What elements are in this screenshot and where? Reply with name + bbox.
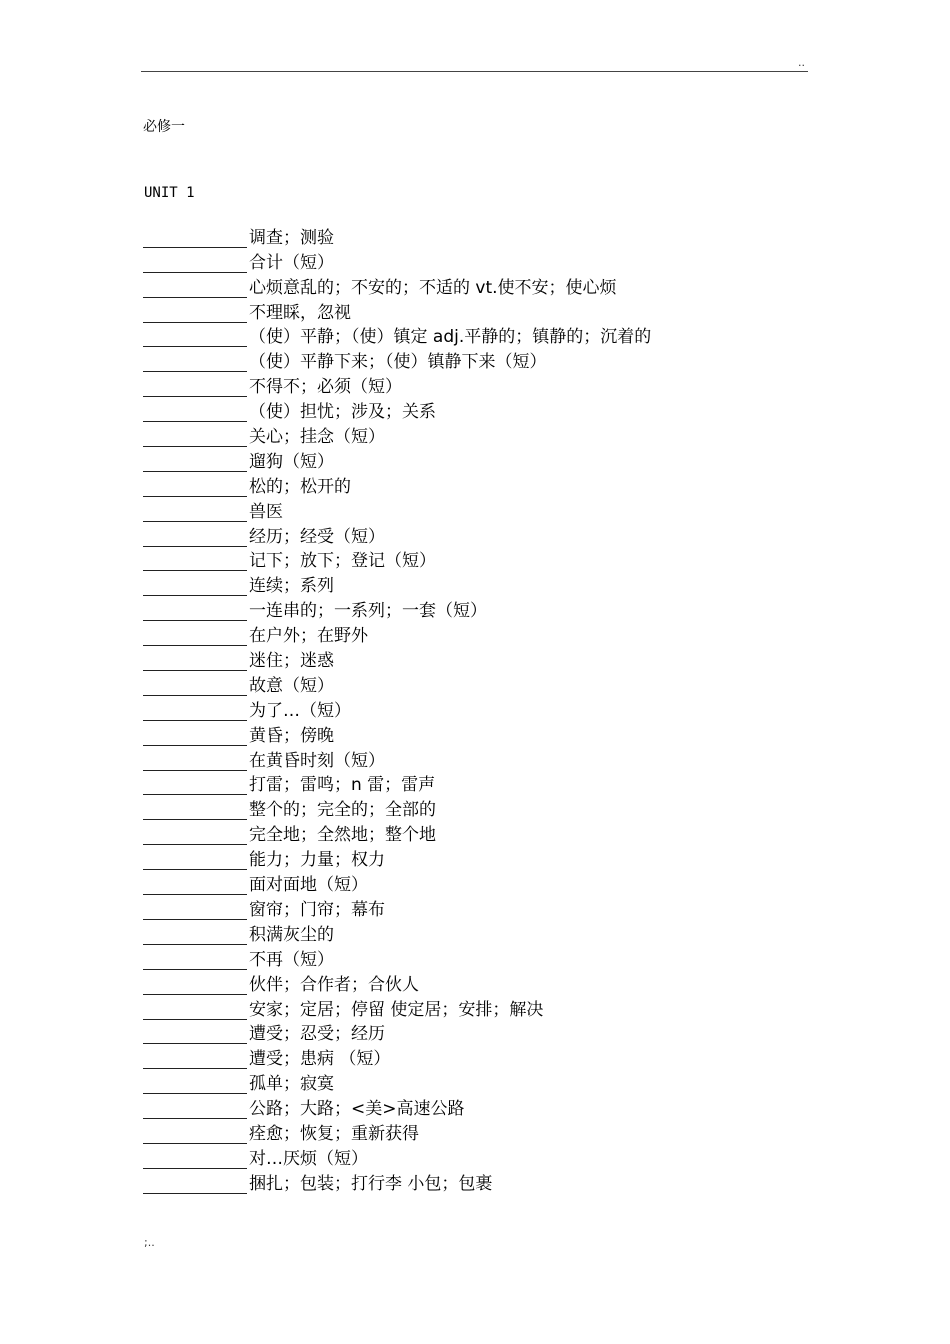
answer-blank[interactable] <box>143 952 247 970</box>
vocab-row <box>143 522 843 547</box>
vocab-row <box>143 995 843 1020</box>
vocab-row <box>143 422 843 447</box>
answer-blank[interactable] <box>143 902 247 920</box>
vocab-row <box>143 671 843 696</box>
book-title: 必修一 <box>143 119 185 135</box>
answer-blank[interactable] <box>143 703 247 721</box>
vocab-row <box>143 1144 843 1169</box>
vocab-row <box>143 746 843 771</box>
answer-blank[interactable] <box>143 1126 247 1144</box>
vocab-meaning: 一连串的；一系列；一套（短） <box>249 601 487 622</box>
vocab-meaning: 捆扎；包装；打行李 小包；包裹 <box>249 1173 493 1194</box>
answer-blank[interactable] <box>143 1076 247 1094</box>
vocab-meaning: 不得不；必须（短） <box>249 377 402 398</box>
vocab-row <box>143 472 843 497</box>
vocab-meaning: 完全地；全然地；整个地 <box>249 825 436 846</box>
answer-blank[interactable] <box>143 479 247 497</box>
answer-blank[interactable] <box>143 777 247 795</box>
vocab-row <box>143 1020 843 1045</box>
answer-blank[interactable] <box>143 653 247 671</box>
answer-blank[interactable] <box>143 852 247 870</box>
answer-blank[interactable] <box>143 802 247 820</box>
answer-blank[interactable] <box>143 1101 247 1119</box>
vocab-meaning: 关心；挂念（短） <box>249 427 385 448</box>
vocab-row <box>143 323 843 348</box>
footer-mark: ;.. <box>144 1236 155 1249</box>
answer-blank[interactable] <box>143 379 247 397</box>
vocab-meaning: 在户外；在野外 <box>249 626 368 647</box>
vocab-meaning: 遛狗（短） <box>249 451 334 472</box>
answer-blank[interactable] <box>143 628 247 646</box>
vocab-meaning: 积满灰尘的 <box>249 924 334 945</box>
vocab-row <box>143 497 843 522</box>
vocab-meaning: 不再（短） <box>249 949 334 970</box>
vocab-row <box>143 920 843 945</box>
vocab-row <box>143 223 843 248</box>
vocab-meaning: 孤单；寂寞 <box>249 1074 334 1095</box>
vocab-row <box>143 248 843 273</box>
answer-blank[interactable] <box>143 1026 247 1044</box>
vocab-meaning: 记下；放下；登记（短） <box>249 551 436 572</box>
header-rule <box>141 71 808 72</box>
vocab-row <box>143 1044 843 1069</box>
answer-blank[interactable] <box>143 927 247 945</box>
answer-blank[interactable] <box>143 305 247 323</box>
answer-blank[interactable] <box>143 603 247 621</box>
vocab-row <box>143 845 843 870</box>
vocab-row <box>143 347 843 372</box>
vocab-row <box>143 696 843 721</box>
vocab-meaning: 连续；系列 <box>249 576 334 597</box>
vocab-row <box>143 795 843 820</box>
vocab-meaning: 心烦意乱的；不安的；不适的 vt.使不安；使心烦 <box>249 277 617 298</box>
answer-blank[interactable] <box>143 429 247 447</box>
vocab-row <box>143 820 843 845</box>
vocab-meaning: 窗帘；门帘；幕布 <box>249 899 385 920</box>
vocab-meaning: 遭受；忍受；经历 <box>249 1024 385 1045</box>
answer-blank[interactable] <box>143 504 247 522</box>
vocab-meaning: 为了…（短） <box>249 700 351 721</box>
answer-blank[interactable] <box>143 404 247 422</box>
vocab-row <box>143 895 843 920</box>
answer-blank[interactable] <box>143 553 247 571</box>
vocab-meaning: （使）担忧；涉及；关系 <box>249 402 436 423</box>
vocab-row <box>143 397 843 422</box>
vocab-row <box>143 372 843 397</box>
vocab-row <box>143 596 843 621</box>
vocab-meaning: 不理睬，忽视 <box>249 302 351 323</box>
vocab-row <box>143 870 843 895</box>
vocab-meaning: 打雷；雷鸣；n 雷；雷声 <box>249 775 436 796</box>
vocab-meaning: 能力；力量；权力 <box>249 850 385 871</box>
answer-blank[interactable] <box>143 1151 247 1169</box>
answer-blank[interactable] <box>143 529 247 547</box>
answer-blank[interactable] <box>143 1051 247 1069</box>
vocab-meaning: 黄昏；傍晚 <box>249 725 334 746</box>
vocab-row <box>143 1094 843 1119</box>
answer-blank[interactable] <box>143 827 247 845</box>
answer-blank[interactable] <box>143 728 247 746</box>
vocab-row <box>143 621 843 646</box>
unit-title: UNIT 1 <box>144 185 195 201</box>
vocab-meaning: （使）平静；（使）镇定 adj.平静的；镇静的；沉着的 <box>249 327 652 348</box>
vocab-meaning: 伙伴；合作者；合伙人 <box>249 974 419 995</box>
vocab-meaning: 对…厌烦（短） <box>249 1148 368 1169</box>
vocab-row <box>143 273 843 298</box>
answer-blank[interactable] <box>143 230 247 248</box>
vocab-list <box>143 223 843 1194</box>
vocab-row <box>143 447 843 472</box>
answer-blank[interactable] <box>143 977 247 995</box>
answer-blank[interactable] <box>143 329 247 347</box>
vocab-row <box>143 1119 843 1144</box>
answer-blank[interactable] <box>143 753 247 771</box>
vocab-meaning: 整个的；完全的；全部的 <box>249 800 436 821</box>
vocab-row <box>143 547 843 572</box>
answer-blank[interactable] <box>143 354 247 372</box>
vocab-row <box>143 771 843 796</box>
answer-blank[interactable] <box>143 678 247 696</box>
answer-blank[interactable] <box>143 1176 247 1194</box>
answer-blank[interactable] <box>143 255 247 273</box>
vocab-meaning: 迷住；迷惑 <box>249 651 334 672</box>
header-mark: .. <box>798 56 805 69</box>
vocab-row <box>143 1069 843 1094</box>
vocab-row <box>143 1169 843 1194</box>
vocab-meaning: 安家；定居；停留 使定居；安排；解决 <box>249 999 544 1020</box>
vocab-meaning: 遭受；患病 （短） <box>249 1049 391 1070</box>
vocab-meaning: 兽医 <box>249 501 283 522</box>
answer-blank[interactable] <box>143 877 247 895</box>
vocab-row <box>143 298 843 323</box>
answer-blank[interactable] <box>143 280 247 298</box>
vocab-meaning: 故意（短） <box>249 675 334 696</box>
answer-blank[interactable] <box>143 578 247 596</box>
vocab-meaning: （使）平静下来；（使）镇静下来（短） <box>249 352 547 373</box>
vocab-meaning: 松的；松开的 <box>249 476 351 497</box>
vocab-meaning: 公路；大路；<美>高速公路 <box>249 1099 465 1120</box>
vocab-row <box>143 571 843 596</box>
answer-blank[interactable] <box>143 1002 247 1020</box>
vocab-row <box>143 945 843 970</box>
vocab-row <box>143 646 843 671</box>
vocab-meaning: 痊愈；恢复；重新获得 <box>249 1123 419 1144</box>
vocab-meaning: 经历；经受（短） <box>249 526 385 547</box>
vocab-meaning: 合计（短） <box>249 252 334 273</box>
vocab-row <box>143 721 843 746</box>
vocab-meaning: 在黄昏时刻（短） <box>249 750 385 771</box>
answer-blank[interactable] <box>143 454 247 472</box>
vocab-meaning: 调查；测验 <box>249 227 334 248</box>
vocab-meaning: 面对面地（短） <box>249 875 368 896</box>
vocab-row <box>143 970 843 995</box>
